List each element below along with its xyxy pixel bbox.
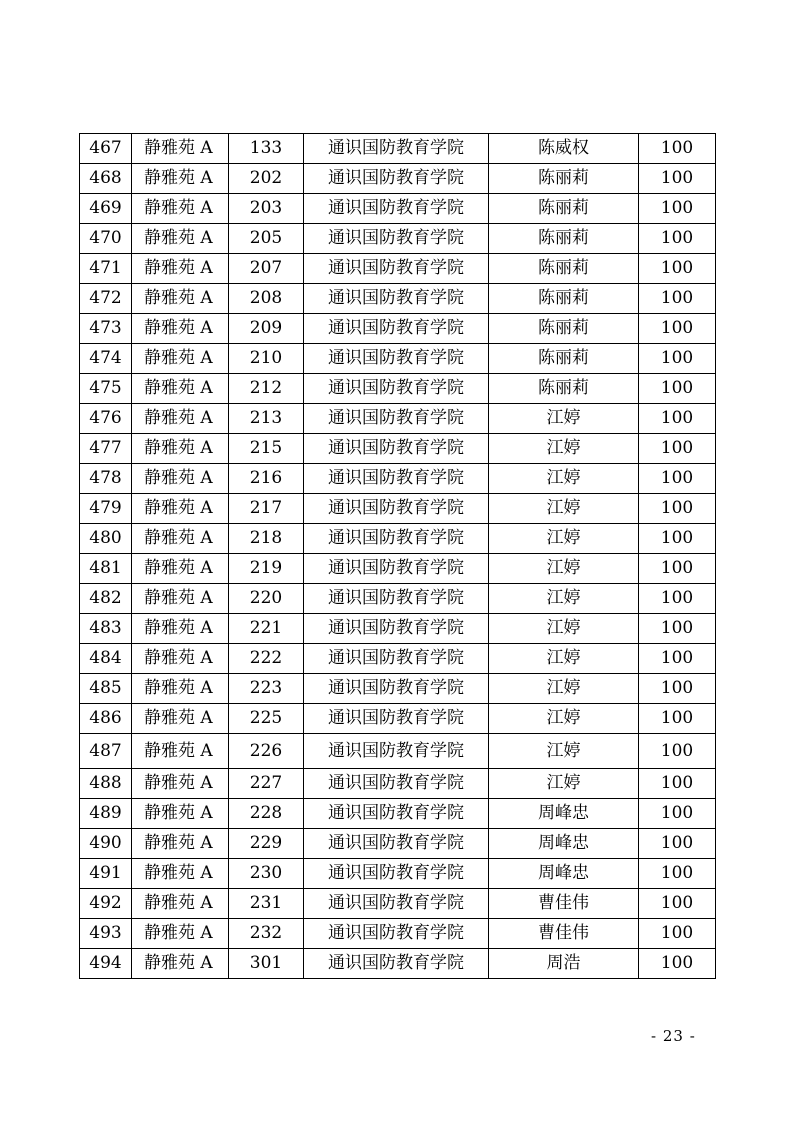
name-cell: 江婷 — [489, 524, 639, 554]
building-cell: 静雅苑 A — [132, 524, 229, 554]
building-cell: 静雅苑 A — [132, 434, 229, 464]
row-number-cell: 469 — [80, 194, 132, 224]
row-number-cell: 483 — [80, 614, 132, 644]
score-cell: 100 — [639, 584, 716, 614]
college-cell: 通识国防教育学院 — [304, 194, 489, 224]
college-cell: 通识国防教育学院 — [304, 434, 489, 464]
name-cell: 周峰忠 — [489, 829, 639, 859]
score-cell: 100 — [639, 134, 716, 164]
building-cell: 静雅苑 A — [132, 134, 229, 164]
college-cell: 通识国防教育学院 — [304, 769, 489, 799]
room-cell: 208 — [229, 284, 304, 314]
name-cell: 陈丽莉 — [489, 344, 639, 374]
table-row — [80, 224, 716, 254]
table-row — [80, 769, 716, 799]
name-cell: 江婷 — [489, 434, 639, 464]
college-cell: 通识国防教育学院 — [304, 799, 489, 829]
building-cell: 静雅苑 A — [132, 769, 229, 799]
room-cell: 221 — [229, 614, 304, 644]
room-cell: 222 — [229, 644, 304, 674]
college-cell: 通识国防教育学院 — [304, 164, 489, 194]
row-number-cell: 486 — [80, 704, 132, 734]
room-cell: 203 — [229, 194, 304, 224]
college-cell: 通识国防教育学院 — [304, 284, 489, 314]
room-cell: 229 — [229, 829, 304, 859]
room-cell: 230 — [229, 859, 304, 889]
table-body — [80, 134, 716, 979]
building-cell: 静雅苑 A — [132, 799, 229, 829]
row-number-cell: 467 — [80, 134, 132, 164]
name-cell: 江婷 — [489, 644, 639, 674]
college-cell: 通识国防教育学院 — [304, 494, 489, 524]
score-cell: 100 — [639, 919, 716, 949]
college-cell: 通识国防教育学院 — [304, 254, 489, 284]
building-cell: 静雅苑 A — [132, 889, 229, 919]
name-cell: 陈威权 — [489, 134, 639, 164]
building-cell: 静雅苑 A — [132, 164, 229, 194]
row-number-cell: 491 — [80, 859, 132, 889]
building-cell: 静雅苑 A — [132, 644, 229, 674]
score-cell: 100 — [639, 829, 716, 859]
score-cell: 100 — [639, 799, 716, 829]
room-cell: 216 — [229, 464, 304, 494]
room-cell: 205 — [229, 224, 304, 254]
name-cell: 周浩 — [489, 949, 639, 979]
table-row — [80, 554, 716, 584]
room-cell: 219 — [229, 554, 304, 584]
row-number-cell: 468 — [80, 164, 132, 194]
score-cell: 100 — [639, 464, 716, 494]
score-cell: 100 — [639, 404, 716, 434]
name-cell: 江婷 — [489, 584, 639, 614]
row-number-cell: 482 — [80, 584, 132, 614]
college-cell: 通识国防教育学院 — [304, 554, 489, 584]
name-cell: 陈丽莉 — [489, 374, 639, 404]
table-row — [80, 494, 716, 524]
building-cell: 静雅苑 A — [132, 494, 229, 524]
building-cell: 静雅苑 A — [132, 224, 229, 254]
college-cell: 通识国防教育学院 — [304, 734, 489, 769]
table-row — [80, 254, 716, 284]
score-cell: 100 — [639, 194, 716, 224]
name-cell: 陈丽莉 — [489, 254, 639, 284]
building-cell: 静雅苑 A — [132, 284, 229, 314]
table-row — [80, 799, 716, 829]
name-cell: 陈丽莉 — [489, 164, 639, 194]
room-cell: 213 — [229, 404, 304, 434]
row-number-cell: 494 — [80, 949, 132, 979]
row-number-cell: 472 — [80, 284, 132, 314]
dormitory-inspection-table — [79, 133, 716, 979]
room-cell: 227 — [229, 769, 304, 799]
college-cell: 通识国防教育学院 — [304, 584, 489, 614]
row-number-cell: 479 — [80, 494, 132, 524]
table-row — [80, 734, 716, 769]
row-number-cell: 473 — [80, 314, 132, 344]
name-cell: 陈丽莉 — [489, 224, 639, 254]
name-cell: 江婷 — [489, 464, 639, 494]
college-cell: 通识国防教育学院 — [304, 314, 489, 344]
college-cell: 通识国防教育学院 — [304, 829, 489, 859]
room-cell: 209 — [229, 314, 304, 344]
college-cell: 通识国防教育学院 — [304, 614, 489, 644]
score-cell: 100 — [639, 434, 716, 464]
table-row — [80, 889, 716, 919]
room-cell: 226 — [229, 734, 304, 769]
building-cell: 静雅苑 A — [132, 254, 229, 284]
building-cell: 静雅苑 A — [132, 614, 229, 644]
score-cell: 100 — [639, 314, 716, 344]
name-cell: 江婷 — [489, 494, 639, 524]
table-row — [80, 584, 716, 614]
college-cell: 通识国防教育学院 — [304, 374, 489, 404]
building-cell: 静雅苑 A — [132, 674, 229, 704]
room-cell: 218 — [229, 524, 304, 554]
room-cell: 225 — [229, 704, 304, 734]
row-number-cell: 480 — [80, 524, 132, 554]
building-cell: 静雅苑 A — [132, 314, 229, 344]
building-cell: 静雅苑 A — [132, 374, 229, 404]
row-number-cell: 474 — [80, 344, 132, 374]
table-row — [80, 344, 716, 374]
college-cell: 通识国防教育学院 — [304, 889, 489, 919]
room-cell: 212 — [229, 374, 304, 404]
score-cell: 100 — [639, 674, 716, 704]
table-row — [80, 164, 716, 194]
score-cell: 100 — [639, 644, 716, 674]
room-cell: 133 — [229, 134, 304, 164]
table-row — [80, 614, 716, 644]
building-cell: 静雅苑 A — [132, 404, 229, 434]
name-cell: 江婷 — [489, 704, 639, 734]
table-row — [80, 859, 716, 889]
score-cell: 100 — [639, 224, 716, 254]
college-cell: 通识国防教育学院 — [304, 464, 489, 494]
room-cell: 215 — [229, 434, 304, 464]
score-cell: 100 — [639, 614, 716, 644]
score-cell: 100 — [639, 284, 716, 314]
row-number-cell: 492 — [80, 889, 132, 919]
name-cell: 陈丽莉 — [489, 314, 639, 344]
score-cell: 100 — [639, 344, 716, 374]
score-cell: 100 — [639, 254, 716, 284]
building-cell: 静雅苑 A — [132, 194, 229, 224]
room-cell: 207 — [229, 254, 304, 284]
college-cell: 通识国防教育学院 — [304, 524, 489, 554]
building-cell: 静雅苑 A — [132, 584, 229, 614]
row-number-cell: 481 — [80, 554, 132, 584]
name-cell: 江婷 — [489, 554, 639, 584]
college-cell: 通识国防教育学院 — [304, 134, 489, 164]
name-cell: 江婷 — [489, 404, 639, 434]
table-row — [80, 374, 716, 404]
row-number-cell: 477 — [80, 434, 132, 464]
table-row — [80, 134, 716, 164]
room-cell: 202 — [229, 164, 304, 194]
name-cell: 江婷 — [489, 769, 639, 799]
name-cell: 江婷 — [489, 674, 639, 704]
name-cell: 江婷 — [489, 734, 639, 769]
room-cell: 301 — [229, 949, 304, 979]
name-cell: 陈丽莉 — [489, 284, 639, 314]
table-row — [80, 404, 716, 434]
name-cell: 曹佳伟 — [489, 919, 639, 949]
score-cell: 100 — [639, 494, 716, 524]
row-number-cell: 475 — [80, 374, 132, 404]
room-cell: 210 — [229, 344, 304, 374]
building-cell: 静雅苑 A — [132, 859, 229, 889]
college-cell: 通识国防教育学院 — [304, 859, 489, 889]
score-cell: 100 — [639, 769, 716, 799]
score-cell: 100 — [639, 164, 716, 194]
table-row — [80, 464, 716, 494]
name-cell: 周峰忠 — [489, 799, 639, 829]
score-cell: 100 — [639, 374, 716, 404]
building-cell: 静雅苑 A — [132, 704, 229, 734]
score-cell: 100 — [639, 554, 716, 584]
college-cell: 通识国防教育学院 — [304, 949, 489, 979]
room-cell: 232 — [229, 919, 304, 949]
name-cell: 江婷 — [489, 614, 639, 644]
building-cell: 静雅苑 A — [132, 344, 229, 374]
row-number-cell: 487 — [80, 734, 132, 769]
table-row — [80, 919, 716, 949]
row-number-cell: 470 — [80, 224, 132, 254]
row-number-cell: 493 — [80, 919, 132, 949]
score-cell: 100 — [639, 524, 716, 554]
building-cell: 静雅苑 A — [132, 919, 229, 949]
name-cell: 周峰忠 — [489, 859, 639, 889]
row-number-cell: 489 — [80, 799, 132, 829]
room-cell: 220 — [229, 584, 304, 614]
college-cell: 通识国防教育学院 — [304, 919, 489, 949]
room-cell: 228 — [229, 799, 304, 829]
college-cell: 通识国防教育学院 — [304, 704, 489, 734]
building-cell: 静雅苑 A — [132, 464, 229, 494]
table-row — [80, 434, 716, 464]
room-cell: 231 — [229, 889, 304, 919]
score-cell: 100 — [639, 859, 716, 889]
score-cell: 100 — [639, 949, 716, 979]
college-cell: 通识国防教育学院 — [304, 644, 489, 674]
building-cell: 静雅苑 A — [132, 829, 229, 859]
building-cell: 静雅苑 A — [132, 734, 229, 769]
table-row — [80, 949, 716, 979]
table-row — [80, 829, 716, 859]
row-number-cell: 471 — [80, 254, 132, 284]
college-cell: 通识国防教育学院 — [304, 404, 489, 434]
row-number-cell: 490 — [80, 829, 132, 859]
row-number-cell: 488 — [80, 769, 132, 799]
building-cell: 静雅苑 A — [132, 949, 229, 979]
name-cell: 曹佳伟 — [489, 889, 639, 919]
room-cell: 223 — [229, 674, 304, 704]
name-cell: 陈丽莉 — [489, 194, 639, 224]
table-row — [80, 314, 716, 344]
table-row — [80, 524, 716, 554]
row-number-cell: 485 — [80, 674, 132, 704]
table-row — [80, 194, 716, 224]
score-cell: 100 — [639, 704, 716, 734]
score-cell: 100 — [639, 889, 716, 919]
table-row — [80, 704, 716, 734]
row-number-cell: 484 — [80, 644, 132, 674]
row-number-cell: 478 — [80, 464, 132, 494]
room-cell: 217 — [229, 494, 304, 524]
building-cell: 静雅苑 A — [132, 554, 229, 584]
table-row — [80, 674, 716, 704]
score-cell: 100 — [639, 734, 716, 769]
table-row — [80, 644, 716, 674]
row-number-cell: 476 — [80, 404, 132, 434]
college-cell: 通识国防教育学院 — [304, 344, 489, 374]
college-cell: 通识国防教育学院 — [304, 674, 489, 704]
table-row — [80, 284, 716, 314]
page-number: - 23 - — [651, 1027, 696, 1045]
college-cell: 通识国防教育学院 — [304, 224, 489, 254]
